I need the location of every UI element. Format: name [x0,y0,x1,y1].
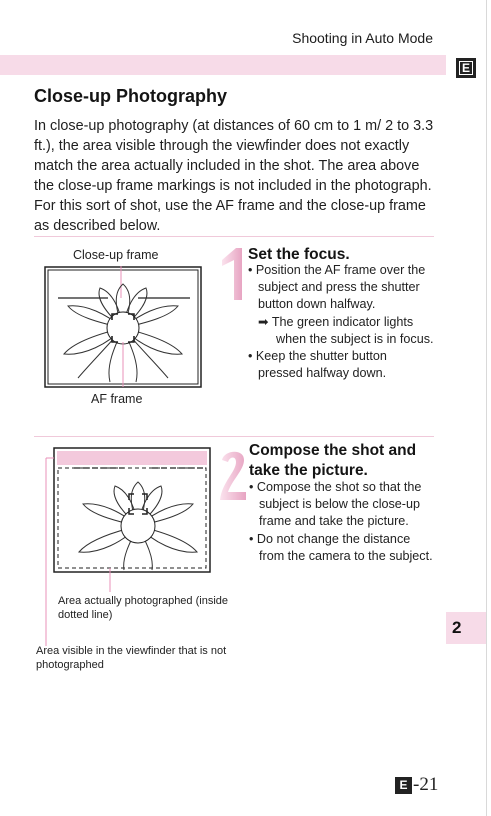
area-photographed-label: Area actually photographed (inside dotted line) [58,595,229,621]
page-header-title: Shooting in Auto Mode [292,30,433,46]
page-number [395,774,438,796]
divider-middle [34,436,434,437]
step-2-bullet-2: • Do not change the distance from the camera to the subject. [249,531,433,563]
step-2-title: Compose the shot and take the picture. [249,442,417,479]
step-1-arrow-note: ➡ The green indicator lights when the subject is in focus. [258,314,434,346]
step-1-instructions [248,262,434,382]
header-band [0,55,446,75]
step-1-title: Set the focus. [248,246,350,263]
step-2-instructions [249,479,435,565]
area-not-photographed-label: Area visible in the viewfinder that is not photographed [36,645,227,671]
divider-top [34,236,434,237]
step-1-bullet-1: • Position the AF frame over the subject and press the shutter button down halfway. [248,263,426,312]
step-2-bullet-1: • Compose the shot so that the subject is below the close-up frame and take the picture. [249,480,422,529]
page-number-text: -21 [413,774,439,795]
section-title: Close-up Photography [34,86,227,106]
step-1-bullet-2: • Keep the shutter button pressed halfway down. [248,349,387,381]
viewfinder-diagram-focus [44,266,202,388]
step-1-number-graphic [220,246,244,302]
chapter-tab: 2 [446,612,486,644]
language-tab [456,58,476,78]
page-prefix-badge: E [395,777,412,794]
page-edge-rule [486,0,487,816]
step-2-number-graphic [218,446,248,502]
language-tab-letter: E [459,61,473,75]
af-frame-label: AF frame [91,392,143,406]
close-up-frame-label: Close-up frame [73,248,159,262]
intro-paragraph: In close-up photography (at distances of 60 cm to 1 m/ 2 to 3.3 ft.), the area visible through the viewfinder does not exactly match the area actually included in the shot. The area above the close-up frame markings is not included in the photograph. For this sort of shot, use the AF frame and the close-up frame as described below. [34,118,434,234]
